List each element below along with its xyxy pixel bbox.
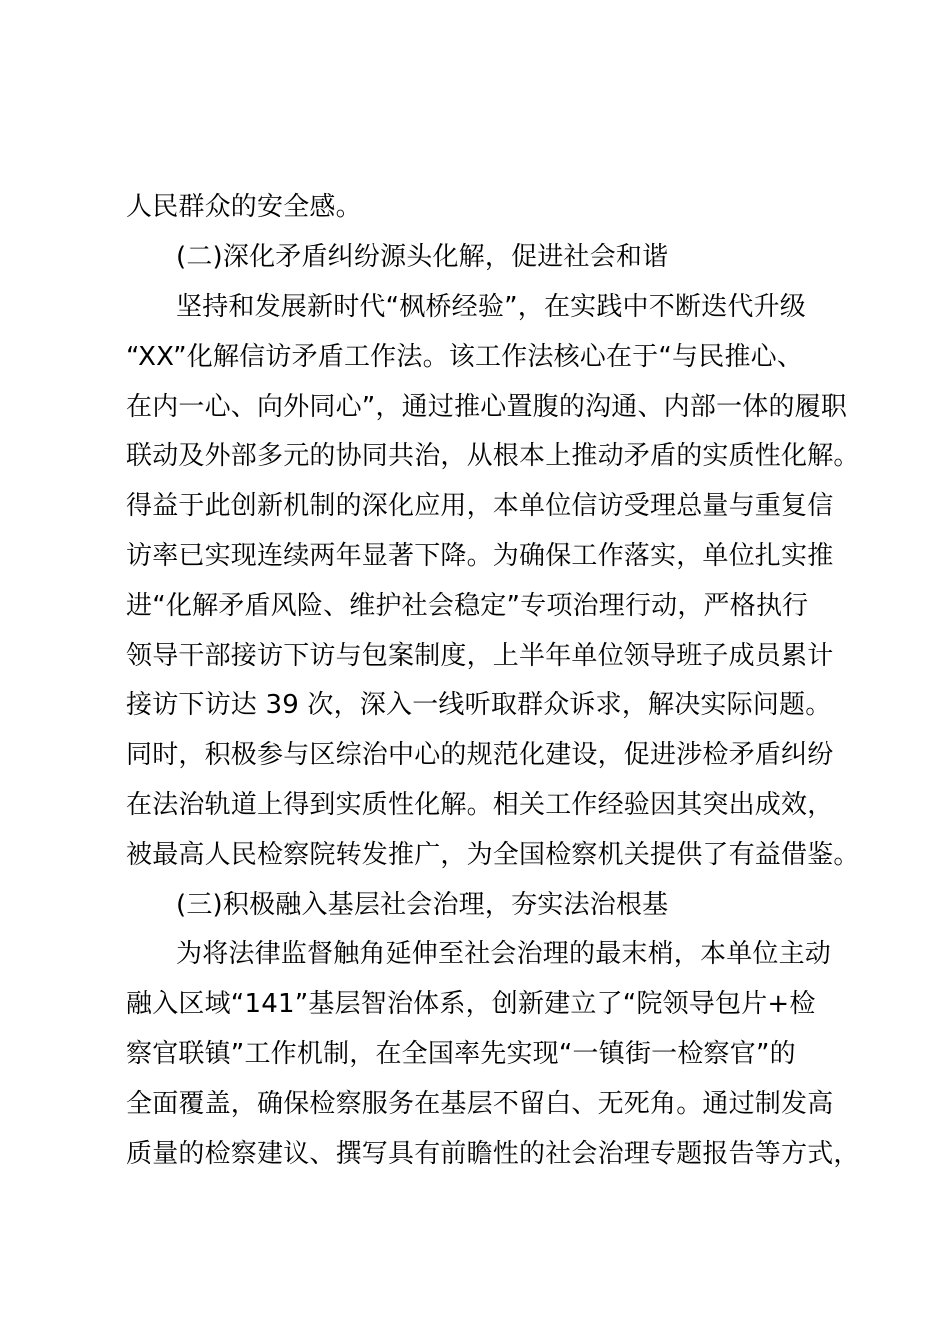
text-line: 同时，积极参与区综治中心的规范化建设，促进涉检矛盾纠纷 bbox=[126, 740, 834, 770]
paragraph-first-line: 坚持和发展新时代“枫桥经验”，在实践中不断迭代升级 bbox=[176, 292, 806, 322]
text-line: “XX”化解信访矛盾工作法。该工作法核心在于“与民推心、 bbox=[126, 342, 804, 372]
section-heading: (三)积极融入基层社会治理，夯实法治根基 bbox=[176, 890, 669, 920]
text-line: 接访下访达 39 次，深入一线听取群众诉求，解决实际问题。 bbox=[126, 690, 832, 720]
text-line: 在内一心、向外同心”，通过推心置腹的沟通、内部一体的履职 bbox=[126, 392, 848, 422]
section-heading: (二)深化矛盾纠纷源头化解，促进社会和谐 bbox=[176, 242, 669, 272]
text-line: 进“化解矛盾风险、维护社会稳定”专项治理行动，严格执行 bbox=[126, 591, 809, 621]
text-line: 领导干部接访下访与包案制度，上半年单位领导班子成员累计 bbox=[126, 641, 834, 671]
text-line: 被最高人民检察院转发推广，为全国检察机关提供了有益借鉴。 bbox=[126, 840, 860, 870]
text-line: 联动及外部多元的协同共治，从根本上推动矛盾的实质性化解。 bbox=[126, 441, 860, 471]
text-line: 访率已实现连续两年显著下降。为确保工作落实，单位扎实推 bbox=[126, 541, 834, 571]
text-line: 质量的检察建议、撰写具有前瞻性的社会治理专题报告等方式， bbox=[126, 1139, 860, 1169]
text-line: 察官联镇”工作机制，在全国率先实现“一镇街一检察官”的 bbox=[126, 1039, 796, 1069]
paragraph-first-line: 为将法律监督触角延伸至社会治理的最末梢，本单位主动 bbox=[176, 939, 832, 969]
text-line: 在法治轨道上得到实质性化解。相关工作经验因其突出成效， bbox=[126, 790, 834, 820]
text-line: 全面覆盖，确保检察服务在基层不留白、无死角。通过制发高 bbox=[126, 1089, 834, 1119]
text-line: 得益于此创新机制的深化应用，本单位信访受理总量与重复信 bbox=[126, 491, 834, 521]
text-line: 融入区域“141”基层智治体系，创新建立了“院领导包片+检 bbox=[126, 989, 816, 1019]
text-line: 人民群众的安全感。 bbox=[126, 192, 362, 222]
